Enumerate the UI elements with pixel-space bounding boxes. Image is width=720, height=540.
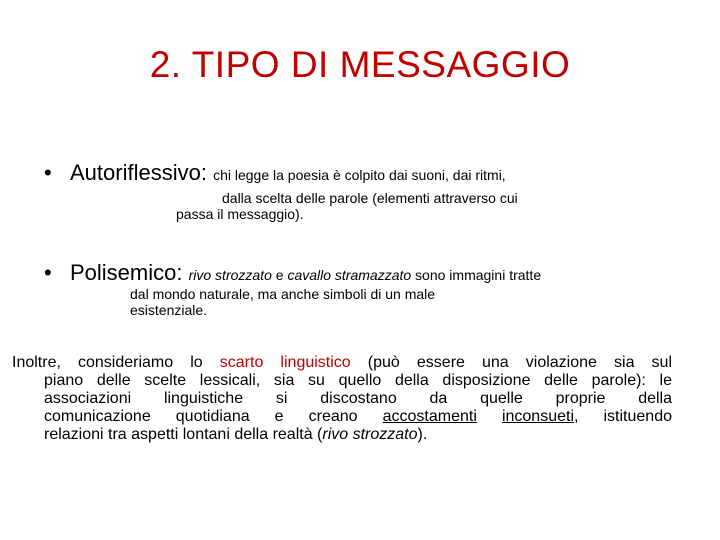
bullet-autoriflessivo [44,160,506,188]
bullet-label: Polisemico: [70,260,183,285]
bullet-label: Autoriflessivo: [70,160,207,185]
body-paragraph [12,354,673,444]
slide-title: 2. TIPO DI MESSAGGIO [149,44,571,85]
underlined-text: inconsueti [501,408,574,425]
bullet-dot: • [44,260,52,285]
bullet-polisemico [44,260,541,288]
bullet-dot: • [44,160,52,185]
paragraph-line: relazioni tra aspetti lontani della realtà (rivo strozzato). [44,426,428,443]
paragraph-line: piano delle scelte lessicali, sia su quello della disposizione delle parole): le [44,372,672,389]
underlined-text: accostamenti [382,408,477,425]
italic-phrase: rivo strozzato [188,267,272,283]
paragraph-line: associazioni linguistiche si discostano da quelle proprie della [44,390,672,407]
bullet-text: rivo strozzato e cavallo stramazzato sono immagini tratte [188,267,542,283]
bullet-continuation: esistenziale. [130,302,208,318]
highlight-text: scarto linguistico [219,354,351,371]
bullet-continuation: dal mondo naturale, ma anche simboli di un male [130,286,436,302]
italic-phrase: rivo strozzato [322,426,418,443]
bullet-continuation: dalla scelta delle parole (elementi attraverso cui [222,190,518,206]
bullet-text: chi legge la poesia è colpito dai suoni, dai ritmi, [213,167,506,183]
bullet-continuation: passa il messaggio). [176,206,304,222]
italic-phrase: cavallo stramazzato [287,267,412,283]
paragraph-line: Inoltre, consideriamo lo scarto linguistico (può essere una violazione sia sul [12,354,673,371]
paragraph-line: comunicazione quotidiana e creano accostamenti inconsueti, istituendo [44,408,672,425]
